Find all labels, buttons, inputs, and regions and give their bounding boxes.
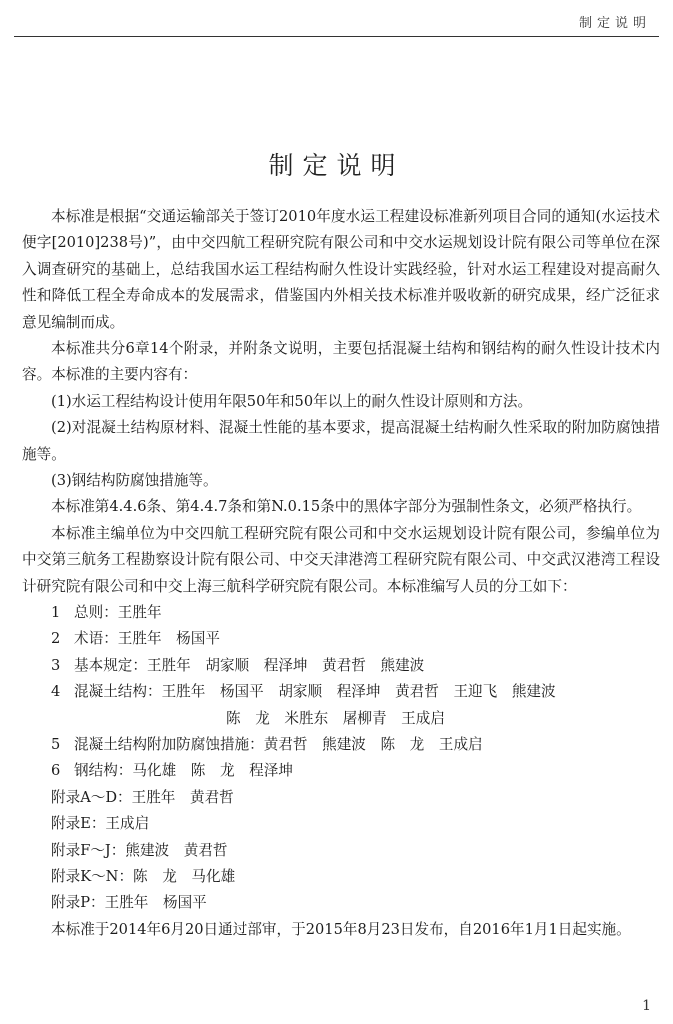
staff-row-appendix — [22, 811, 660, 837]
paragraph-release: 本标准于2014年6月20日通过部审，于2015年8月23日发布，自2016年1月1日起实施。 — [51, 920, 631, 938]
chapter-number: 2 — [51, 630, 61, 648]
staff-text: 总则：王胜年 — [74, 604, 162, 622]
chapter-number: 4 — [51, 683, 61, 701]
running-head: 制定说明 — [578, 16, 651, 31]
chapter-number: 6 — [51, 762, 61, 780]
paragraph-scope: 本标准共分6章14个附录，并附条文说明，主要包括混凝土结构和钢结构的耐久性设计技术内容。本标准的主要内容有： — [22, 340, 660, 384]
staff-row — [22, 732, 660, 758]
header-rule — [14, 36, 659, 37]
staff-text: 附录E：王成启 — [51, 815, 150, 833]
list-item: (2)对混凝土结构原材料、混凝土性能的基本要求，提高混凝土结构耐久性采取的附加防腐蚀措施等。 — [22, 419, 660, 463]
body-text — [22, 204, 660, 943]
staff-row-appendix — [22, 838, 660, 864]
staff-row-appendix — [22, 785, 660, 811]
staff-text: 钢结构：马化雄 陈 龙 程泽坤 — [74, 762, 293, 780]
chapter-number: 5 — [51, 736, 61, 754]
paragraph-mandatory-clauses: 本标准第4.4.6条、第4.4.7条和第N.0.15条中的黑体字部分为强制性条文，必须严格执行。 — [51, 498, 642, 516]
page-title: 制定说明 — [268, 151, 405, 180]
paragraph-editors: 本标准主编单位为中交四航工程研究院有限公司和中交水运规划设计院有限公司，参编单位为中交第三航务工程勘察设计院有限公司、中交天津港湾工程研究院有限公司、中交武汉港湾工程设计研究院有限公司和中交上海三航科学研究院有限公司。本标准编写人员的分工如下： — [22, 524, 660, 595]
staff-row — [22, 626, 660, 652]
staff-row-appendix — [22, 864, 660, 890]
staff-text: 基本规定：王胜年 胡家顺 程泽坤 黄君哲 熊建波 — [74, 656, 425, 674]
staff-row — [22, 600, 660, 626]
staff-text: 附录F～J：熊建波 黄君哲 — [51, 841, 228, 859]
staff-text: 陈 龙 米胜东 屠柳青 王成启 — [226, 709, 445, 727]
chapter-number — [51, 706, 74, 732]
staff-row — [22, 653, 660, 679]
staff-text: 附录K～N：陈 龙 马化雄 — [51, 868, 236, 885]
list-item: (1)水运工程结构设计使用年限50年和50年以上的耐久性设计原则和方法。 — [51, 392, 533, 410]
staff-text: 附录P：王胜年 杨国平 — [51, 894, 207, 912]
staff-text: 混凝土结构：王胜年 杨国平 胡家顺 程泽坤 黄君哲 王迎飞 熊建波 — [74, 683, 556, 701]
staff-list — [22, 600, 660, 917]
chapter-number: 1 — [51, 604, 61, 622]
staff-row-appendix — [22, 890, 660, 916]
page-number: 1 — [642, 998, 651, 1014]
staff-row-continued — [22, 706, 660, 732]
staff-text: 混凝土结构附加防腐蚀措施：黄君哲 熊建波 陈 龙 王成启 — [74, 736, 483, 754]
staff-row — [22, 679, 660, 705]
staff-row — [22, 758, 660, 784]
staff-text: 术语：王胜年 杨国平 — [74, 630, 220, 648]
chapter-number: 3 — [51, 656, 61, 674]
paragraph-basis: 本标准是根据“交通运输部关于签订2010年度水运工程建设标准新列项目合同的通知(水运技术便字[2010]238号)”，由中交四航工程研究院有限公司和中交水运规划设计院有限公司等单位在深入调查研究的基础上，总结我国水运工程结构耐久性设计实践经验，针对水运工程建设对提高耐久性和降低工程全寿命成本的发展需求，借鉴国内外相关技术标准并吸收新的研究成果，经广泛征求意见编制而成。 — [22, 208, 660, 331]
list-item: (3)钢结构防腐蚀措施等。 — [51, 472, 218, 490]
staff-text: 附录A～D：王胜年 黄君哲 — [51, 788, 234, 806]
